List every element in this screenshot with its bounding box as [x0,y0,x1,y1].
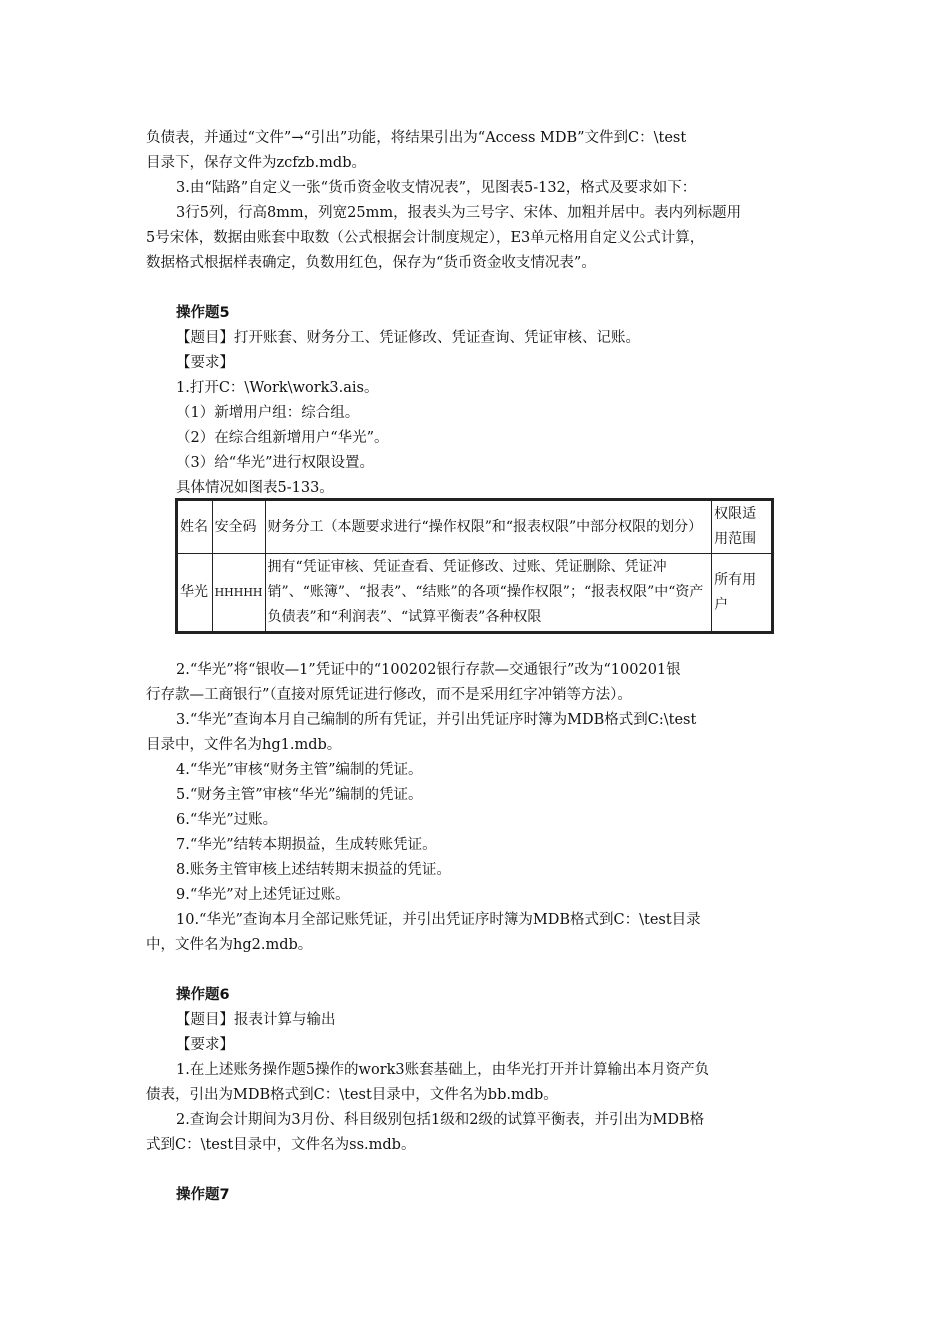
header-duties: 财务分工（本题要求进行“操作权限”和“报表权限”中部分权限的划分） [265,500,712,554]
section-heading-q5: 操作题5 [176,305,230,321]
paragraph-line: 3行5列，行高8mm，列宽25mm，报表头为三号字、宋体、加粗并居中。表内列标题用 [176,205,742,221]
paragraph-line: 5号宋体，数据由账套中取数（公式根据会计制度规定），E3单元格用自定义公式计算， [146,230,705,246]
paragraph-line: 负债表，并通过“文件”→“引出”功能，将结果引出为“Access MDB”文件到C：\test [146,130,687,146]
step-line: （1）新增用户组：综合组。 [176,405,360,421]
step-line: 4.“华光”审核“财务主管”编制的凭证。 [176,762,423,778]
step-line: 7.“华光”结转本期损益，生成转账凭证。 [176,837,437,853]
table-header-row [177,500,773,554]
step-line: 8.账务主管审核上述结转期末损益的凭证。 [176,862,451,878]
requirement-label: 【要求】 [176,355,234,371]
step-line: 行存款—工商银行”（直接对原凭证进行修改，而不是采用红字冲销等方法）。 [146,687,632,703]
step-line: 式到C：\test目录中，文件名为ss.mdb。 [146,1137,416,1153]
step-line: 10.“华光”查询本月全部记账凭证，并引出凭证序时簿为MDB格式到C：\test目录 [176,912,701,928]
step-line: 5.“财务主管”审核“华光”编制的凭证。 [176,787,423,803]
step-line: （2）在综合组新增用户“华光”。 [176,430,389,446]
paragraph-line: 3.由“陆路”自定义一张“货币资金收支情况表”，见图表5-132，格式及要求如下： [176,180,697,196]
step-line: 9.“华光”对上述凭证过账。 [176,887,350,903]
step-line: 3.“华光”查询本月自己编制的所有凭证，并引出凭证序时簿为MDB格式到C:\test [176,712,697,728]
header-name: 姓名 [177,500,213,554]
requirement-label: 【要求】 [176,1037,234,1053]
step-line: 2.“华光”将“银收—1”凭证中的“100202银行存款—交通银行”改为“100201银 [176,662,681,678]
topic-line: 【题目】打开账套、财务分工、凭证修改、凭证查询、凭证审核、记账。 [176,330,640,346]
table-row [177,554,773,633]
paragraph-line: 目录下，保存文件为zcfzb.mdb。 [146,155,366,171]
step-line: 6.“华光”过账。 [176,812,278,828]
cell-name: 华光 [177,554,213,633]
cell-duties: 拥有“凭证审核、凭证查看、凭证修改、过账、凭证删除、凭证冲销”、“账簿”、“报表”、“结账”的各项“操作权限”；“报表权限”中“资产负债表”和“利润表”、“试算平衡表”各种权限 [265,554,712,633]
step-line: 1.在上述账务操作题5操作的work3账套基础上，由华光打开并计算输出本月资产负 [176,1062,710,1078]
step-line: 1.打开C：\Work\work3.ais。 [176,380,379,396]
step-line: 中，文件名为hg2.mdb。 [146,937,313,953]
section-heading-q7: 操作题7 [176,1187,230,1203]
topic-line: 【题目】报表计算与输出 [176,1012,336,1028]
paragraph-line: 数据格式根据样表确定，负数用红色，保存为“货币资金收支情况表”。 [146,255,596,271]
step-line: 具体情况如图表5-133。 [176,480,334,496]
permission-table [175,498,774,634]
section-heading-q6: 操作题6 [176,987,230,1003]
step-line: 目录中，文件名为hg1.mdb。 [146,737,342,753]
header-security-code: 安全码 [212,500,265,554]
cell-scope: 所有用户 [712,554,773,633]
step-line: （3）给“华光”进行权限设置。 [176,455,375,471]
cell-security-code: HHHHH [212,554,265,633]
step-line: 2.查询会计期间为3月份、科目级别包括1级和2级的试算平衡表，并引出为MDB格 [176,1112,705,1128]
header-scope: 权限适用范围 [712,500,773,554]
step-line: 债表，引出为MDB格式到C：\test目录中，文件名为bb.mdb。 [146,1087,558,1103]
